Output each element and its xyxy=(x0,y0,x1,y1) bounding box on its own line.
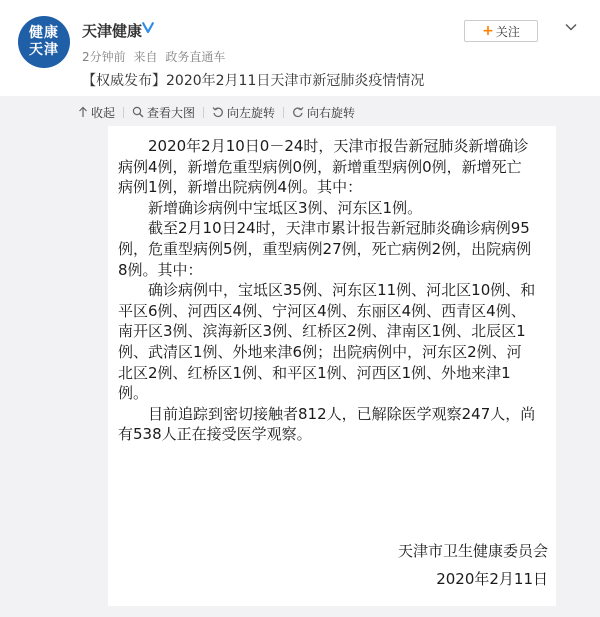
rotate-left-label: 向左旋转 xyxy=(227,105,276,120)
avatar-line-1: 健康 xyxy=(29,25,59,41)
rotate-right-label: 向右旋转 xyxy=(307,105,356,120)
plus-icon: + xyxy=(482,23,494,39)
magnifier-icon xyxy=(132,106,144,118)
paragraph-new-cases: 新增确诊病例中宝坻区3例、河东区1例。 xyxy=(148,198,423,217)
paragraph-daily-summary: 2020年2月10日0－24时，天津市报告新冠肺炎新增确诊病例4例，新增危重型病例0例，新增重型病例0例，新增死亡病例1例，新增出院病例4例。其中： xyxy=(118,137,529,197)
media-toolbar xyxy=(78,102,355,122)
collapse-icon xyxy=(78,106,88,118)
verified-icon xyxy=(141,20,155,34)
view-large-button[interactable] xyxy=(132,104,195,121)
signature-org: 天津市卫生健康委员会 xyxy=(397,542,548,560)
toolbar-divider xyxy=(123,107,124,118)
paragraph-close-contacts: 目前追踪到密切接触者812人，已解除医学观察247人，尚有538人正在接受医学观察。 xyxy=(118,404,536,444)
media-area xyxy=(0,96,600,617)
account-name[interactable]: 天津健康 xyxy=(82,22,143,40)
follow-button[interactable] xyxy=(464,20,538,42)
announcement-body xyxy=(118,136,536,445)
source-prefix: 来自 xyxy=(133,50,158,64)
paragraph-cumulative: 截至2月10日24时，天津市累计报告新冠肺炎确诊病例95例，危重型病例5例，重型病例27例，死亡病例2例，出院病例8例。其中： xyxy=(118,219,532,279)
avatar-line-2: 天津 xyxy=(29,42,59,58)
rotate-right-button[interactable] xyxy=(292,104,355,121)
collapse-label: 收起 xyxy=(91,105,116,120)
paragraph-district-breakdown: 确诊病例中，宝坻区35例、河东区11例、河北区10例、和平区6例、河西区4例、宁河区4例、东丽区4例、西青区4例、南开区3例、滨海新区3例、红桥区2例、津南区1例、北辰区1例、武清区1例、外地来津6例；出院病例中，河东区2例、河北区2例、红桥区1例、和平区1例、河西区1例、外地来津1例。 xyxy=(118,281,536,403)
post-text: 【权威发布】2020年2月11日天津市新冠肺炎疫情情况 xyxy=(82,73,425,89)
rotate-left-icon xyxy=(212,106,224,118)
rotate-right-icon xyxy=(292,106,304,118)
avatar[interactable] xyxy=(18,16,70,68)
rotate-left-button[interactable] xyxy=(212,104,275,121)
signature-date: 2020年2月11日 xyxy=(436,570,548,588)
view-large-label: 查看大图 xyxy=(147,105,196,120)
post-source[interactable]: 政务直通车 xyxy=(165,50,226,64)
post-header xyxy=(0,0,600,96)
collapse-button[interactable] xyxy=(78,104,115,121)
toolbar-divider xyxy=(283,107,284,118)
follow-label: 关注 xyxy=(495,24,520,39)
chevron-down-icon[interactable] xyxy=(564,20,578,34)
toolbar-divider xyxy=(203,107,204,118)
post-time[interactable]: 2分钟前 xyxy=(82,50,126,64)
post-meta xyxy=(82,48,229,65)
announcement-image[interactable] xyxy=(108,126,556,606)
